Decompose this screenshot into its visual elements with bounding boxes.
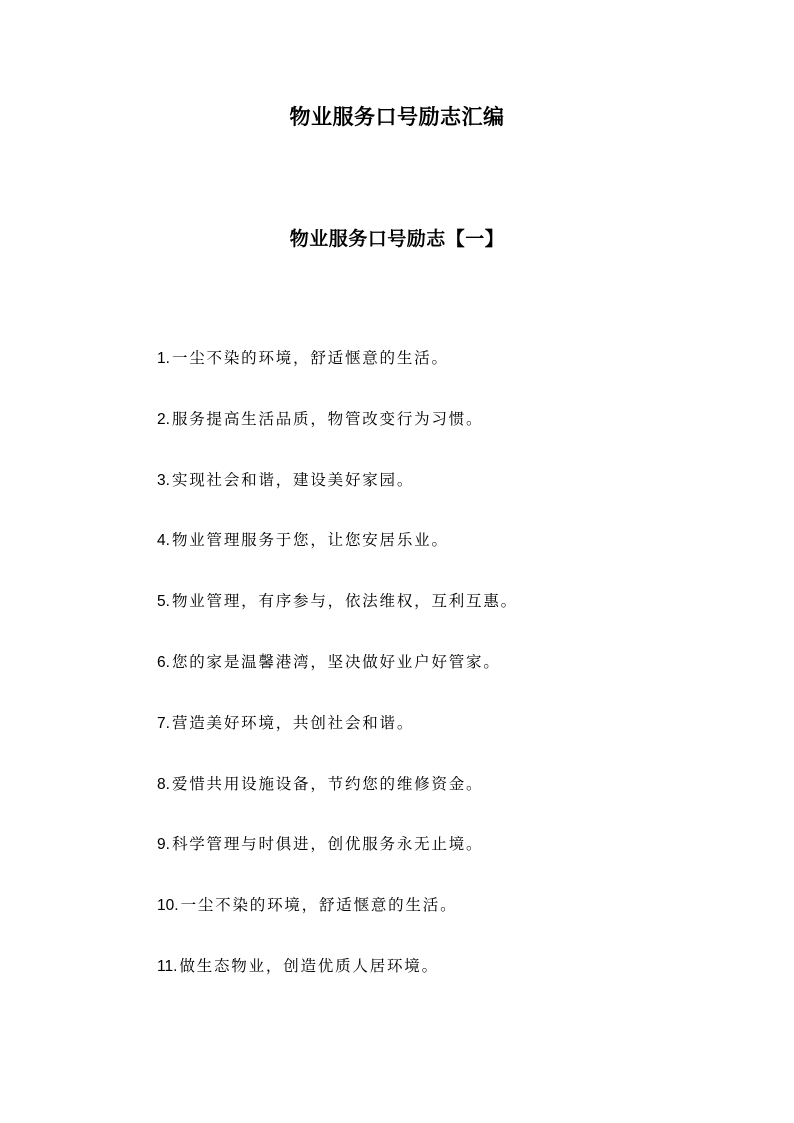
slogan-text: 服务提高生活品质，物管改变行为习惯。 bbox=[171, 409, 484, 428]
slogan-number: 3. bbox=[157, 471, 170, 489]
slogan-list bbox=[157, 345, 757, 1014]
slogan-text: 一尘不染的环境，舒适惬意的生活。 bbox=[171, 349, 449, 367]
slogan-number: 10. bbox=[157, 897, 179, 915]
slogan-text: 您的家是温馨港湾，坚决做好业户好管家。 bbox=[171, 652, 501, 671]
slogan-text: 营造美好环境，共创社会和谐。 bbox=[171, 713, 415, 732]
slogan-text: 一尘不染的环境，舒适惬意的生活。 bbox=[180, 896, 458, 915]
slogan-item bbox=[157, 345, 757, 406]
slogan-number: 11. bbox=[157, 957, 178, 975]
slogan-item bbox=[157, 771, 757, 832]
slogan-item bbox=[157, 831, 757, 892]
slogan-item bbox=[157, 953, 757, 1014]
slogan-number: 1. bbox=[157, 350, 170, 367]
slogan-text: 物业管理服务于您，让您安居乐业。 bbox=[171, 531, 449, 550]
slogan-number: 8. bbox=[157, 775, 170, 793]
slogan-text: 科学管理与时俱进，创优服务永无止境。 bbox=[171, 835, 484, 854]
slogan-item bbox=[157, 710, 757, 771]
slogan-number: 5. bbox=[157, 593, 170, 611]
slogan-item bbox=[157, 892, 757, 953]
slogan-text: 做生态物业，创造优质人居环境。 bbox=[179, 956, 439, 975]
slogan-item bbox=[157, 406, 757, 467]
slogan-text: 物业管理，有序参与，依法维权，互利互惠。 bbox=[171, 592, 518, 611]
slogan-number: 4. bbox=[157, 532, 170, 550]
slogan-number: 9. bbox=[157, 836, 170, 854]
slogan-number: 6. bbox=[157, 653, 170, 671]
section-title: 物业服务口号励志【一】 bbox=[289, 228, 505, 250]
slogan-number: 2. bbox=[157, 410, 170, 428]
slogan-text: 实现社会和谐，建设美好家园。 bbox=[171, 470, 415, 489]
document-title: 物业服务口号励志汇编 bbox=[289, 105, 505, 129]
slogan-item bbox=[157, 588, 757, 649]
slogan-item bbox=[157, 649, 757, 710]
slogan-number: 7. bbox=[157, 714, 170, 732]
slogan-text: 爱惜共用设施设备，节约您的维修资金。 bbox=[171, 774, 484, 793]
slogan-item bbox=[157, 527, 757, 588]
slogan-item bbox=[157, 467, 757, 528]
